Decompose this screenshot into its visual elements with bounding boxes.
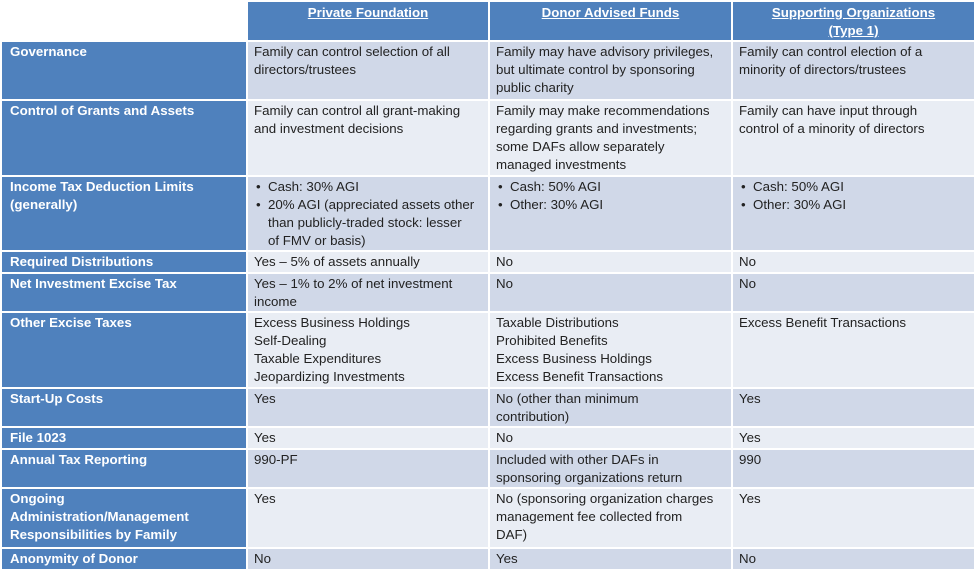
table-row bbox=[1, 388, 974, 427]
cell-donor-advised-funds bbox=[489, 100, 732, 176]
cell-private-foundation bbox=[247, 100, 489, 176]
cell-donor-advised-funds bbox=[489, 41, 732, 100]
cell-private-foundation bbox=[247, 548, 489, 570]
header-supporting-organizations bbox=[732, 1, 974, 41]
cell-private-foundation bbox=[247, 273, 489, 312]
header-supporting-organizations-label: Supporting Organizations bbox=[771, 5, 936, 20]
bullet-icon: • bbox=[256, 197, 261, 212]
cell-text: Jeopardizing Investments bbox=[254, 369, 405, 384]
row-label bbox=[1, 251, 247, 273]
bullet-item bbox=[254, 196, 482, 250]
cell-text: minority of directors/trustees bbox=[739, 62, 907, 77]
cell-text: some DAFs allow separately bbox=[496, 139, 665, 154]
cell-text: No bbox=[496, 430, 513, 445]
cell-donor-advised-funds bbox=[489, 312, 732, 388]
cell-text: Excess Business Holdings bbox=[496, 351, 652, 366]
table-row bbox=[1, 449, 974, 488]
cell-text: Excess Benefit Transactions bbox=[739, 315, 907, 330]
cell-text: Yes bbox=[739, 491, 761, 506]
header-donor-advised-funds-label: Donor Advised Funds bbox=[541, 5, 680, 20]
cell-text: Self-Dealing bbox=[254, 333, 327, 348]
cell-text: Yes bbox=[739, 430, 761, 445]
cell-supporting-organizations bbox=[732, 251, 974, 273]
bullet-item bbox=[254, 178, 482, 196]
cell-supporting-organizations bbox=[732, 41, 974, 100]
cell-text: Taxable Distributions bbox=[496, 315, 619, 330]
cell-text: sponsoring organizations return bbox=[496, 470, 683, 485]
cell-text: Excess Business Holdings bbox=[254, 315, 410, 330]
bullet-text: than publicly-traded stock: lesser bbox=[268, 215, 462, 230]
cell-text: Yes bbox=[496, 551, 518, 566]
cell-text: No (sponsoring organization charges bbox=[496, 491, 714, 506]
table-row bbox=[1, 548, 974, 570]
cell-text: Taxable Expenditures bbox=[254, 351, 382, 366]
bullet-icon: • bbox=[498, 197, 503, 212]
cell-private-foundation bbox=[247, 488, 489, 548]
cell-text: Excess Benefit Transactions bbox=[496, 369, 664, 384]
cell-supporting-organizations bbox=[732, 548, 974, 570]
row-label-text: Governance bbox=[10, 44, 87, 59]
row-label bbox=[1, 427, 247, 449]
cell-text: regarding grants and investments; bbox=[496, 121, 698, 136]
cell-text: Family can control election of a bbox=[739, 44, 923, 59]
header-row bbox=[1, 1, 974, 41]
cell-supporting-organizations bbox=[732, 488, 974, 548]
row-label-text: Income Tax Deduction Limits bbox=[10, 179, 194, 194]
cell-private-foundation bbox=[247, 388, 489, 427]
cell-supporting-organizations bbox=[732, 176, 974, 251]
row-label-text: Required Distributions bbox=[10, 254, 154, 269]
cell-supporting-organizations bbox=[732, 427, 974, 449]
table-row bbox=[1, 251, 974, 273]
table-row bbox=[1, 273, 974, 312]
bullet-icon: • bbox=[741, 197, 746, 212]
cell-donor-advised-funds bbox=[489, 273, 732, 312]
cell-text: No bbox=[496, 276, 513, 291]
bullet-text: Other: 30% AGI bbox=[753, 197, 847, 212]
cell-private-foundation bbox=[247, 312, 489, 388]
cell-private-foundation bbox=[247, 176, 489, 251]
bullet-text: of FMV or basis) bbox=[268, 233, 366, 248]
header-private-foundation bbox=[247, 1, 489, 41]
row-label-text: Anonymity of Donor bbox=[10, 551, 138, 566]
cell-donor-advised-funds bbox=[489, 548, 732, 570]
row-label bbox=[1, 176, 247, 251]
table-row bbox=[1, 312, 974, 388]
table-row bbox=[1, 427, 974, 449]
table-row bbox=[1, 41, 974, 100]
cell-private-foundation bbox=[247, 449, 489, 488]
bullet-item bbox=[739, 196, 968, 214]
cell-donor-advised-funds bbox=[489, 427, 732, 449]
cell-supporting-organizations bbox=[732, 100, 974, 176]
cell-text: Yes bbox=[254, 491, 276, 506]
cell-text: Yes bbox=[254, 430, 276, 445]
row-label-text: Ongoing bbox=[10, 491, 65, 506]
cell-text: management fee collected from bbox=[496, 509, 683, 524]
cell-text: Family may have advisory privileges, bbox=[496, 44, 714, 59]
row-label bbox=[1, 273, 247, 312]
cell-donor-advised-funds bbox=[489, 488, 732, 548]
cell-text: No bbox=[496, 254, 513, 269]
cell-text: public charity bbox=[496, 80, 574, 95]
bullet-icon: • bbox=[741, 179, 746, 194]
cell-text: No bbox=[739, 254, 756, 269]
header-supporting-organizations-type: (Type 1) bbox=[828, 23, 879, 38]
cell-text: directors/trustees bbox=[254, 62, 356, 77]
row-label bbox=[1, 312, 247, 388]
row-label-text: (generally) bbox=[10, 197, 78, 212]
row-label bbox=[1, 41, 247, 100]
cell-text: No (other than minimum bbox=[496, 391, 639, 406]
bullet-list bbox=[496, 178, 725, 214]
cell-text: Prohibited Benefits bbox=[496, 333, 608, 348]
cell-donor-advised-funds bbox=[489, 449, 732, 488]
row-label bbox=[1, 548, 247, 570]
bullet-text: Cash: 30% AGI bbox=[268, 179, 359, 194]
cell-text: Included with other DAFs in bbox=[496, 452, 659, 467]
table-row bbox=[1, 100, 974, 176]
cell-text: control of a minority of directors bbox=[739, 121, 925, 136]
row-label bbox=[1, 100, 247, 176]
bullet-item bbox=[739, 178, 968, 196]
cell-private-foundation bbox=[247, 41, 489, 100]
bullet-item bbox=[496, 196, 725, 214]
row-label-text: Start-Up Costs bbox=[10, 391, 104, 406]
cell-text: No bbox=[254, 551, 271, 566]
cell-donor-advised-funds bbox=[489, 176, 732, 251]
cell-text: Yes bbox=[254, 391, 276, 406]
cell-donor-advised-funds bbox=[489, 388, 732, 427]
table-row bbox=[1, 488, 974, 548]
header-corner bbox=[1, 1, 247, 41]
row-label bbox=[1, 449, 247, 488]
cell-text: Family can control selection of all bbox=[254, 44, 450, 59]
table-row bbox=[1, 176, 974, 251]
cell-text: DAF) bbox=[496, 527, 528, 542]
cell-supporting-organizations bbox=[732, 388, 974, 427]
bullet-icon: • bbox=[498, 179, 503, 194]
cell-private-foundation bbox=[247, 251, 489, 273]
cell-text: Yes – 1% to 2% of net investment bbox=[254, 276, 453, 291]
cell-private-foundation bbox=[247, 427, 489, 449]
bullet-text: Other: 30% AGI bbox=[510, 197, 604, 212]
cell-text: No bbox=[739, 551, 756, 566]
row-label-text: Net Investment Excise Tax bbox=[10, 276, 177, 291]
row-label-text: Annual Tax Reporting bbox=[10, 452, 148, 467]
bullet-list bbox=[739, 178, 968, 214]
cell-text: Yes bbox=[739, 391, 761, 406]
cell-text: but ultimate control by sponsoring bbox=[496, 62, 695, 77]
row-label-text: Responsibilities by Family bbox=[10, 527, 177, 542]
cell-text: Family can have input through bbox=[739, 103, 918, 118]
bullet-text: Cash: 50% AGI bbox=[753, 179, 844, 194]
row-label bbox=[1, 488, 247, 548]
cell-supporting-organizations bbox=[732, 449, 974, 488]
bullet-icon: • bbox=[256, 179, 261, 194]
cell-donor-advised-funds bbox=[489, 251, 732, 273]
header-private-foundation-label: Private Foundation bbox=[307, 5, 429, 20]
cell-text: contribution) bbox=[496, 409, 570, 424]
cell-supporting-organizations bbox=[732, 273, 974, 312]
bullet-text: Cash: 50% AGI bbox=[510, 179, 601, 194]
bullet-list bbox=[254, 178, 482, 250]
cell-text: Family can control all grant-making bbox=[254, 103, 461, 118]
cell-supporting-organizations bbox=[732, 312, 974, 388]
header-donor-advised-funds bbox=[489, 1, 732, 41]
row-label-text: Other Excise Taxes bbox=[10, 315, 132, 330]
cell-text: income bbox=[254, 294, 297, 309]
bullet-item bbox=[496, 178, 725, 196]
row-label-text: File 1023 bbox=[10, 430, 67, 445]
row-label-text: Control of Grants and Assets bbox=[10, 103, 195, 118]
row-label-text: Administration/Management bbox=[10, 509, 189, 524]
cell-text: and investment decisions bbox=[254, 121, 404, 136]
cell-text: No bbox=[739, 276, 756, 291]
cell-text: Family may make recommendations bbox=[496, 103, 710, 118]
bullet-text: 20% AGI (appreciated assets other bbox=[268, 197, 475, 212]
cell-text: 990 bbox=[739, 452, 762, 467]
cell-text: managed investments bbox=[496, 157, 627, 172]
cell-text: 990-PF bbox=[254, 452, 298, 467]
cell-text: Yes – 5% of assets annually bbox=[254, 254, 420, 269]
row-label bbox=[1, 388, 247, 427]
